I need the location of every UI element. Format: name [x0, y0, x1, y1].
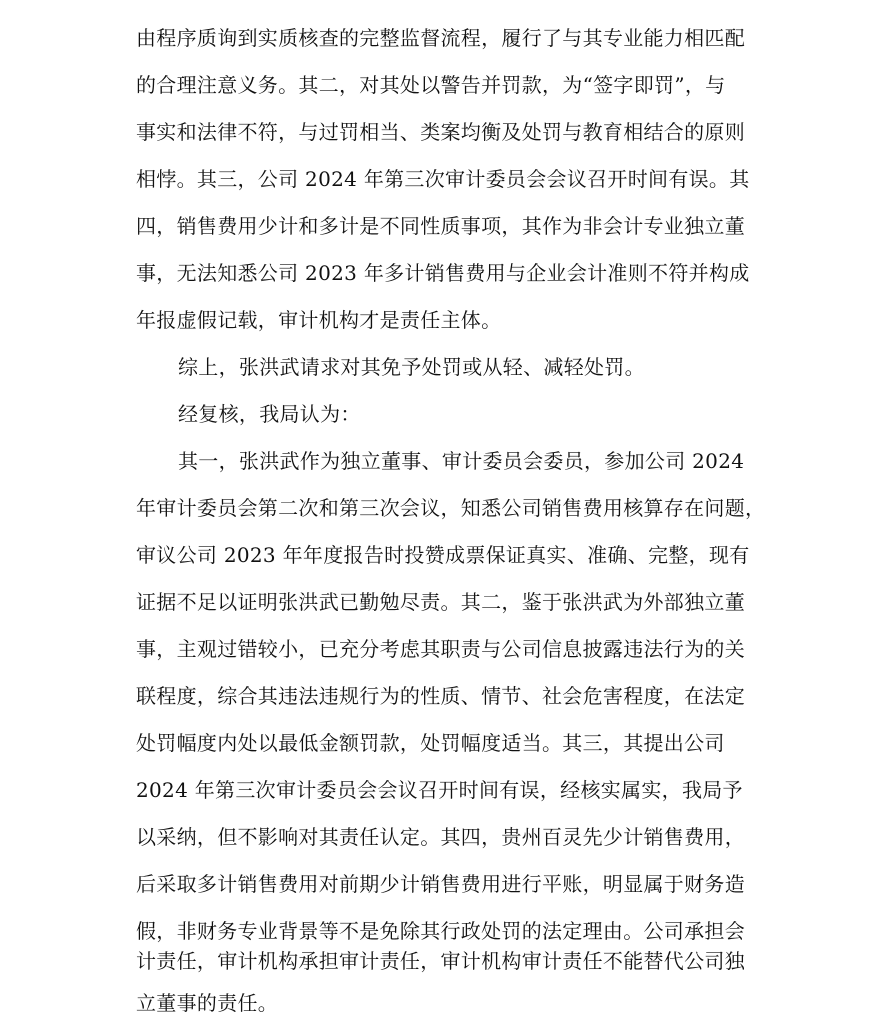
text-line-8: 综上，张洪武请求对其免予处罚或从轻、减轻处罚。: [178, 355, 645, 379]
text-line-16: 处罚幅度内处以最低金额罚款，处罚幅度适当。其三，其提出公司: [136, 731, 725, 755]
text-line-2: 的合理注意义务。其二，对其处以警告并罚款，为“签字即罚”，与: [136, 73, 726, 97]
text-line-22: 立董事的责任。: [136, 991, 279, 1015]
text-line-13: 证据不足以证明张洪武已勤勉尽责。其二，鉴于张洪武为外部独立董: [136, 590, 745, 614]
text-line-14: 事，主观过错较小，已充分考虑其职责与公司信息披露违法行为的关: [136, 637, 745, 661]
text-line-12: 审议公司 2023 年年度报告时投赞成票保证真实、准确、完整，现有: [136, 543, 750, 567]
text-line-9: 经复核，我局认为：: [178, 402, 361, 426]
text-line-3: 事实和法律不符，与过罚相当、类案均衡及处罚与教育相结合的原则: [136, 120, 745, 144]
text-line-10: 其一，张洪武作为独立董事、审计委员会委员，参加公司 2024: [178, 449, 745, 473]
text-line-1: 由程序质询到实质核查的完整监督流程，履行了与其专业能力相匹配: [136, 26, 745, 50]
text-line-7: 年报虚假记载，审计机构才是责任主体。: [136, 308, 502, 332]
text-line-6: 事，无法知悉公司 2023 年多计销售费用与企业会计准则不符并构成: [136, 261, 750, 285]
text-line-5: 四，销售费用少计和多计是不同性质事项，其作为非会计专业独立董: [136, 214, 745, 238]
text-line-20: 假，非财务专业背景等不是免除其行政处罚的法定理由。公司承担会: [136, 919, 745, 943]
text-line-21: 计责任，审计机构承担审计责任，审计机构审计责任不能替代公司独: [136, 949, 745, 973]
text-line-19: 后采取多计销售费用对前期少计销售费用进行平账，明显属于财务造: [136, 872, 745, 896]
text-line-15: 联程度，综合其违法违规行为的性质、情节、社会危害程度，在法定: [136, 684, 745, 708]
text-line-4: 相悖。其三，公司 2024 年第三次审计委员会会议召开时间有误。其: [136, 167, 750, 191]
text-line-17: 2024 年第三次审计委员会会议召开时间有误，经核实属实，我局予: [136, 778, 743, 802]
text-line-11: 年审计委员会第二次和第三次会议，知悉公司销售费用核算存在问题，: [136, 496, 766, 520]
text-line-18: 以采纳，但不影响对其责任认定。其四，贵州百灵先少计销售费用，: [136, 825, 745, 849]
